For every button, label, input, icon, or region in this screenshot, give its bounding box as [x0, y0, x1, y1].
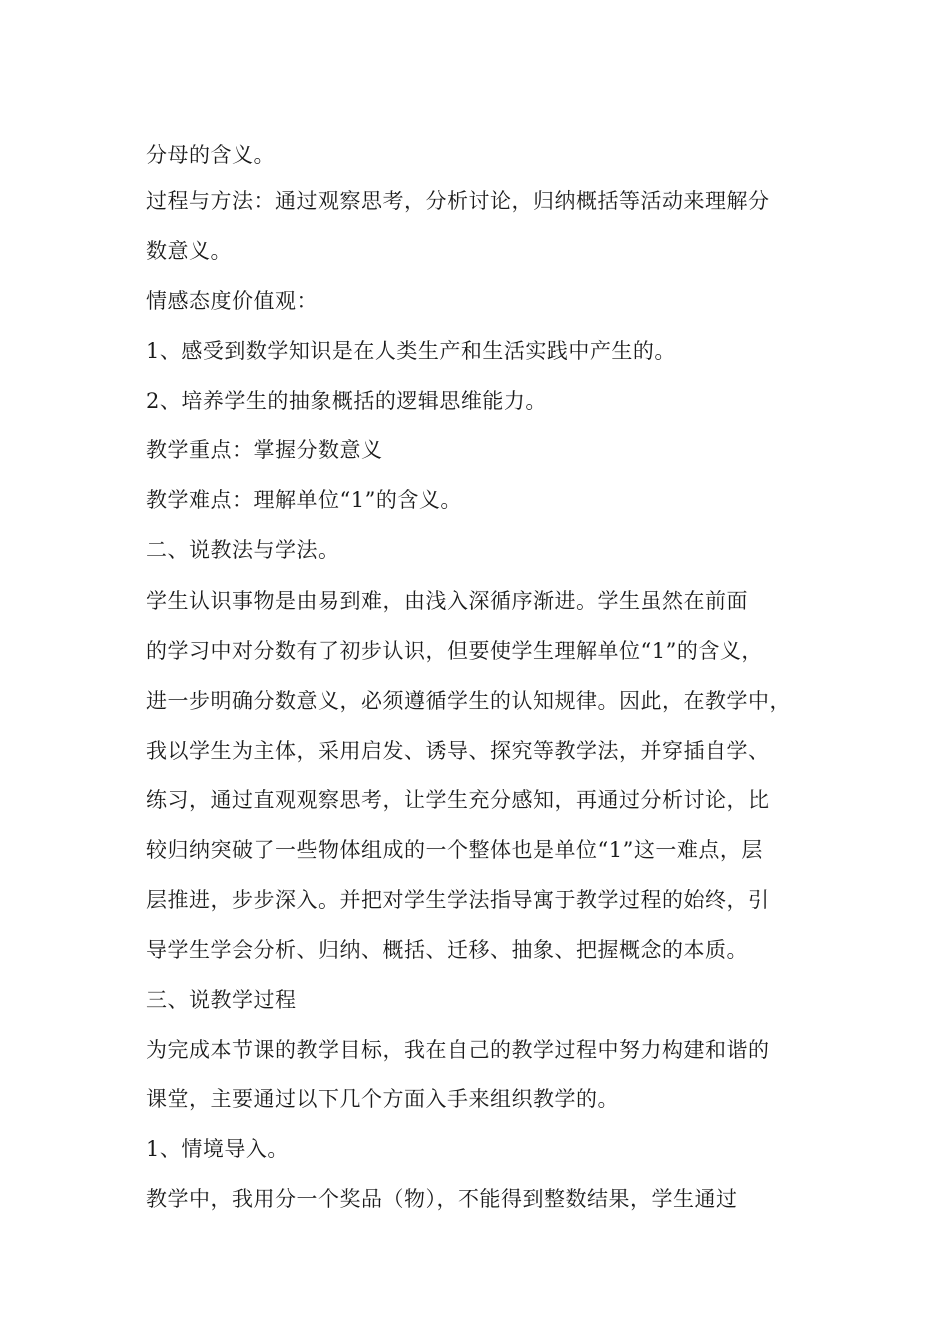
text-line: 为完成本节课的教学目标，我在自己的教学过程中努力构建和谐的 [146, 1038, 770, 1062]
text-line: 1、情境导入。 [146, 1137, 289, 1161]
text-line: 的学习中对分数有了初步认识，但要使学生理解单位“1”的含义， [146, 639, 763, 663]
text-line: 课堂，主要通过以下几个方面入手来组织教学的。 [146, 1087, 619, 1111]
text-line: 较归纳突破了一些物体组成的一个整体也是单位“1”这一难点，层 [146, 838, 763, 862]
text-line: 学生认识事物是由易到难，由浅入深循序渐进。学生虽然在前面 [146, 589, 748, 613]
text-line: 教学中，我用分一个奖品（物），不能得到整数结果，学生通过 [146, 1187, 738, 1211]
text-line: 练习，通过直观观察思考，让学生充分感知，再通过分析讨论，比 [146, 788, 770, 812]
text-line: 数意义。 [146, 239, 232, 263]
text-line: 过程与方法：通过观察思考，分析讨论，归纳概括等活动来理解分 [146, 189, 770, 213]
text-line: 我以学生为主体，采用启发、诱导、探究等教学法，并穿插自学、 [146, 739, 770, 763]
text-line: 导学生学会分析、归纳、概括、迁移、抽象、把握概念的本质。 [146, 938, 748, 962]
text-line: 层推进，步步深入。并把对学生学法指导寓于教学过程的始终，引 [146, 888, 770, 912]
text-line: 情感态度价值观： [146, 289, 318, 313]
text-line: 教学重点：掌握分数意义 [146, 438, 383, 462]
text-line: 1、感受到数学知识是在人类生产和生活实践中产生的。 [146, 339, 676, 363]
text-line: 分母的含义。 [146, 143, 275, 167]
text-line: 2、培养学生的抽象概括的逻辑思维能力。 [146, 389, 547, 413]
text-line: 进一步明确分数意义，必须遵循学生的认知规律。因此，在教学中， [146, 689, 791, 713]
section-heading: 三、说教学过程 [146, 988, 297, 1012]
text-line: 教学难点：理解单位“1”的含义。 [146, 488, 462, 512]
section-heading: 二、说教法与学法。 [146, 538, 340, 562]
